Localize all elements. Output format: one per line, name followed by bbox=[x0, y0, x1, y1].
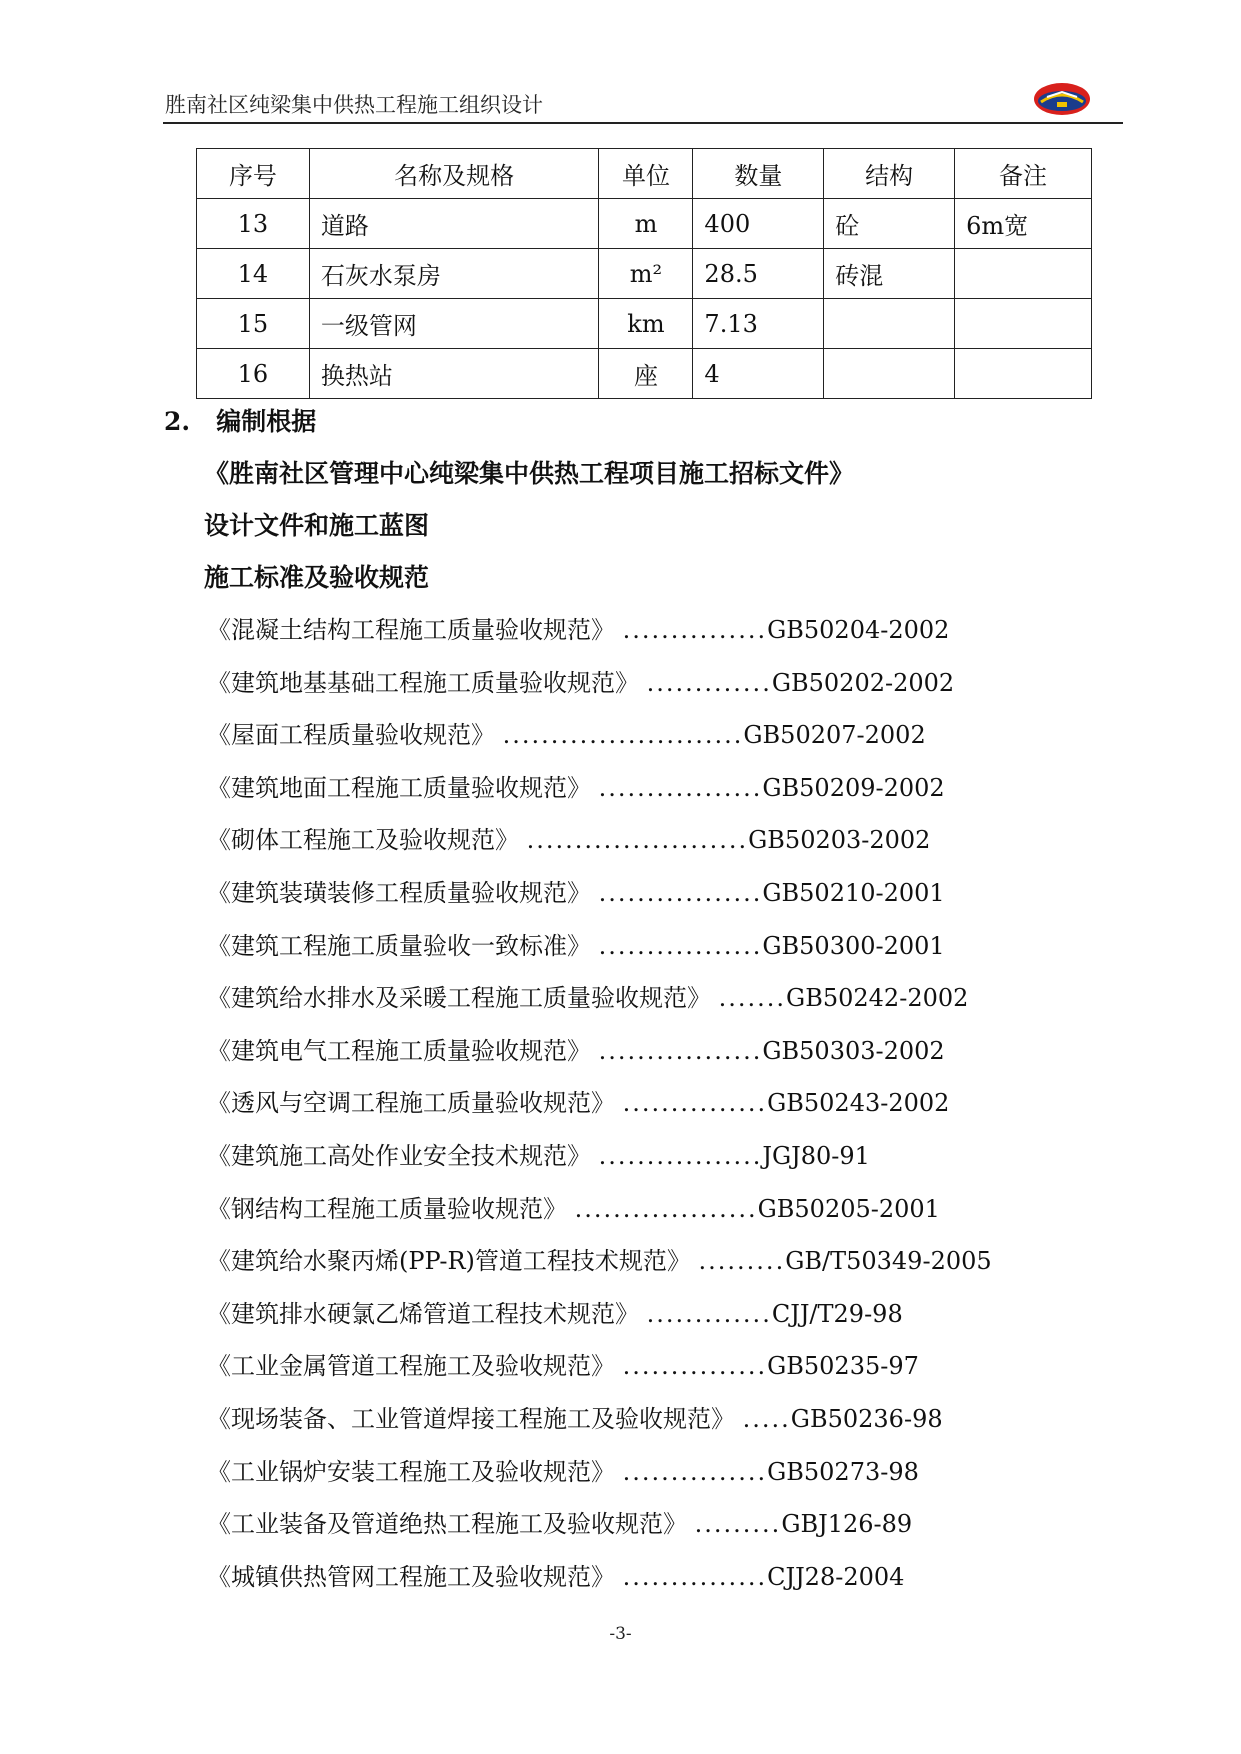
basis-item: 施工标准及验收规范 bbox=[204, 563, 430, 592]
col-header-structure: 结构 bbox=[824, 149, 955, 199]
cell-name: 石灰水泵房 bbox=[309, 249, 599, 299]
cell-remark bbox=[955, 249, 1092, 299]
dot-leader: ..... bbox=[742, 1404, 791, 1433]
standard-item bbox=[207, 1235, 1107, 1288]
standard-item bbox=[207, 814, 1107, 867]
standard-item bbox=[207, 1498, 1107, 1551]
standard-code: GB50243-2002 bbox=[767, 1089, 950, 1118]
standard-item bbox=[207, 709, 1107, 762]
standard-code: JGJ80-91 bbox=[762, 1141, 870, 1170]
standard-item bbox=[207, 1393, 1107, 1446]
cell-structure bbox=[824, 349, 955, 399]
standard-item bbox=[207, 1551, 1107, 1604]
standard-name: 《现场装备、工业管道焊接工程施工及验收规范》 bbox=[207, 1404, 735, 1433]
standard-code: GB50203-2002 bbox=[748, 826, 931, 855]
basis-item: 《胜南社区管理中心纯梁集中供热工程项目施工招标文件》 bbox=[204, 459, 855, 488]
standard-code: GB50205-2001 bbox=[757, 1194, 940, 1223]
cell-unit: 座 bbox=[599, 349, 693, 399]
dot-leader: ....................... bbox=[526, 826, 749, 855]
standard-name: 《建筑施工高处作业安全技术规范》 bbox=[207, 1141, 591, 1170]
standard-code: GB50300-2001 bbox=[762, 931, 945, 960]
page-header bbox=[163, 82, 1123, 124]
cell-name: 一级管网 bbox=[309, 299, 599, 349]
dot-leader: ............... bbox=[622, 1562, 768, 1591]
cell-no: 16 bbox=[197, 349, 310, 399]
section-title: 编制根据 bbox=[216, 407, 317, 436]
cell-structure bbox=[824, 299, 955, 349]
standard-code: CJJ28-2004 bbox=[767, 1562, 905, 1591]
page-number: -3- bbox=[609, 1624, 632, 1644]
dot-leader: ................. bbox=[598, 931, 763, 960]
standard-item bbox=[207, 1025, 1107, 1078]
dot-leader: ......... bbox=[694, 1510, 782, 1539]
standard-name: 《城镇供热管网工程施工及验收规范》 bbox=[207, 1562, 615, 1591]
standard-code: GB50242-2002 bbox=[786, 984, 969, 1013]
col-header-no: 序号 bbox=[197, 149, 310, 199]
table-row bbox=[197, 299, 1092, 349]
project-quantity-table bbox=[196, 148, 1092, 399]
dot-leader: ................. bbox=[598, 773, 763, 802]
standard-code: GB50204-2002 bbox=[767, 616, 950, 644]
standard-code: GB/T50349-2005 bbox=[785, 1247, 992, 1276]
standard-name: 《屋面工程质量验收规范》 bbox=[207, 721, 495, 750]
table-row bbox=[197, 199, 1092, 249]
dot-leader: ............... bbox=[622, 1352, 768, 1381]
standard-code: GB50209-2002 bbox=[762, 773, 945, 802]
standard-code: GB50303-2002 bbox=[762, 1036, 945, 1065]
standard-name: 《砌体工程施工及验收规范》 bbox=[207, 826, 519, 855]
standard-code: GB50210-2001 bbox=[762, 878, 945, 907]
dot-leader: ................... bbox=[574, 1194, 758, 1223]
standard-item bbox=[207, 1340, 1107, 1393]
standard-item bbox=[207, 1077, 1107, 1130]
col-header-remark: 备注 bbox=[955, 149, 1092, 199]
standard-name: 《建筑排水硬氯乙烯管道工程技术规范》 bbox=[207, 1299, 639, 1328]
dot-leader: ............. bbox=[646, 668, 772, 697]
company-emblem-icon bbox=[1033, 82, 1091, 116]
standard-item bbox=[207, 657, 1107, 710]
cell-remark: 6m宽 bbox=[955, 199, 1092, 249]
standard-name: 《工业金属管道工程施工及验收规范》 bbox=[207, 1352, 615, 1381]
standard-code: GB50202-2002 bbox=[771, 668, 955, 697]
dot-leader: ................. bbox=[598, 878, 763, 907]
cell-remark bbox=[955, 299, 1092, 349]
cell-quantity: 28.5 bbox=[693, 249, 824, 299]
standard-code: GBJ126-89 bbox=[781, 1510, 913, 1539]
standard-name: 《建筑给水排水及采暖工程施工质量验收规范》 bbox=[207, 984, 711, 1013]
standards-list bbox=[207, 604, 1107, 1603]
basis-item: 设计文件和施工蓝图 bbox=[204, 511, 430, 540]
standard-name: 《建筑地面工程施工质量验收规范》 bbox=[207, 773, 591, 802]
cell-no: 15 bbox=[197, 299, 310, 349]
standard-name: 《建筑给水聚丙烯(PP-R)管道工程技术规范》 bbox=[207, 1247, 691, 1276]
standard-item bbox=[207, 1183, 1107, 1236]
dot-leader: ............... bbox=[622, 616, 768, 644]
dot-leader: ....... bbox=[718, 984, 787, 1013]
table-row bbox=[197, 349, 1092, 399]
cell-name: 换热站 bbox=[309, 349, 599, 399]
cell-name: 道路 bbox=[309, 199, 599, 249]
standard-code: CJJ/T29-98 bbox=[771, 1299, 903, 1328]
standard-code: GB50236-98 bbox=[790, 1404, 943, 1433]
standard-code: GB50273-98 bbox=[767, 1457, 919, 1486]
dot-leader: ............... bbox=[622, 1457, 768, 1486]
standard-item bbox=[207, 1446, 1107, 1499]
dot-leader: ................. bbox=[598, 1036, 763, 1065]
standard-item bbox=[207, 920, 1107, 973]
standard-name: 《建筑装璜装修工程质量验收规范》 bbox=[207, 878, 591, 907]
header-title: 胜南社区纯梁集中供热工程施工组织设计 bbox=[165, 93, 543, 117]
cell-unit: m bbox=[599, 199, 693, 249]
col-header-name: 名称及规格 bbox=[309, 149, 599, 199]
standard-name: 《工业锅炉安装工程施工及验收规范》 bbox=[207, 1457, 615, 1486]
standard-name: 《工业装备及管道绝热工程施工及验收规范》 bbox=[207, 1510, 687, 1539]
cell-structure: 砖混 bbox=[824, 249, 955, 299]
cell-remark bbox=[955, 349, 1092, 399]
standard-item bbox=[207, 762, 1107, 815]
standard-item bbox=[207, 604, 1107, 657]
dot-leader: ............. bbox=[646, 1299, 772, 1328]
cell-no: 13 bbox=[197, 199, 310, 249]
col-header-unit: 单位 bbox=[599, 149, 693, 199]
section-number: 2. bbox=[164, 407, 191, 436]
cell-unit: m² bbox=[599, 249, 693, 299]
col-header-quantity: 数量 bbox=[693, 149, 824, 199]
cell-quantity: 400 bbox=[693, 199, 824, 249]
cell-unit: km bbox=[599, 299, 693, 349]
dot-leader: ......................... bbox=[502, 721, 744, 750]
standard-name: 《建筑工程施工质量验收一致标准》 bbox=[207, 931, 591, 960]
dot-leader: ......... bbox=[698, 1247, 786, 1276]
cell-structure: 砼 bbox=[824, 199, 955, 249]
standard-name: 《建筑电气工程施工质量验收规范》 bbox=[207, 1036, 591, 1065]
standard-item bbox=[207, 1288, 1107, 1341]
standard-code: GB50235-97 bbox=[767, 1352, 919, 1381]
standard-item bbox=[207, 972, 1107, 1025]
cell-quantity: 7.13 bbox=[693, 299, 824, 349]
standard-item bbox=[207, 867, 1107, 920]
standard-name: 《钢结构工程施工质量验收规范》 bbox=[207, 1194, 567, 1223]
dot-leader: ............... bbox=[622, 1089, 768, 1118]
standard-code: GB50207-2002 bbox=[743, 721, 926, 750]
standard-item bbox=[207, 1130, 1107, 1183]
standard-name: 《透风与空调工程施工质量验收规范》 bbox=[207, 1089, 615, 1118]
standard-name: 《混凝土结构工程施工质量验收规范》 bbox=[207, 616, 615, 644]
section-heading bbox=[164, 402, 316, 438]
standard-name: 《建筑地基基础工程施工质量验收规范》 bbox=[207, 668, 639, 697]
table-header-row bbox=[197, 149, 1092, 199]
dot-leader: ................. bbox=[598, 1141, 763, 1170]
table-row bbox=[197, 249, 1092, 299]
cell-quantity: 4 bbox=[693, 349, 824, 399]
cell-no: 14 bbox=[197, 249, 310, 299]
